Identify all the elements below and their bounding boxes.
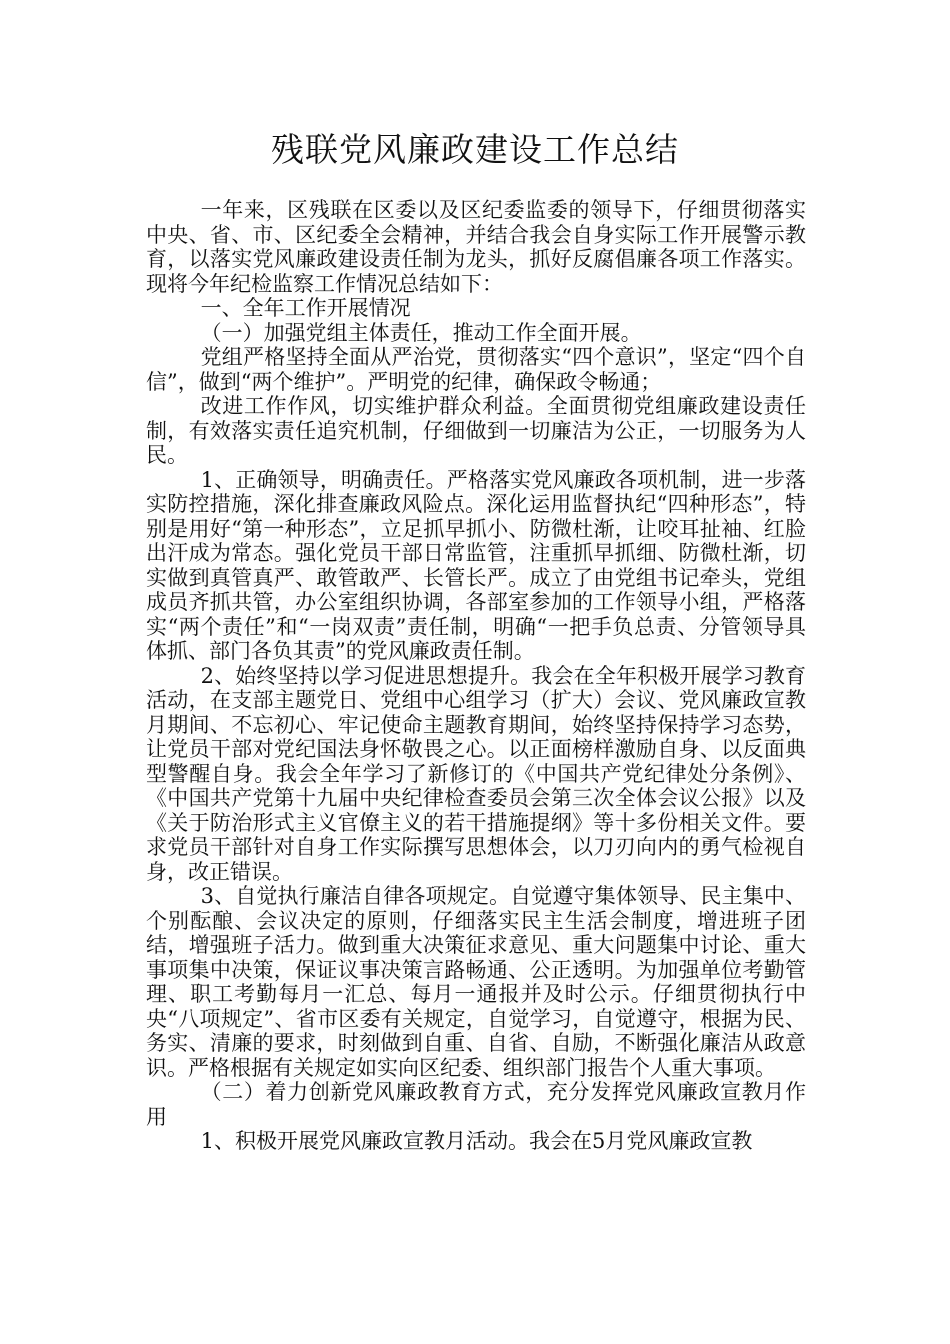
paragraph: 党组严格坚持全面从严治党，贯彻落实“四个意识”，坚定“四个自信”，做到“两个维护”。严明党的纪律，确保政令畅通； [146, 345, 806, 394]
paragraph-item-2: 2、始终坚持以学习促进思想提升。我会在全年积极开展学习教育活动，在支部主题党日、党组中心组学习（扩大）会议、党风廉政宣教月期间、不忘初心、牢记使命主题教育期间，始终坚持保持学习态势，让党员干部对党纪国法身怀敬畏之心。以正面榜样激励自身、以反面典型警醒自身。我会全年学习了新修订的《中国共产党纪律处分条例》、《中国共产党第十九届中央纪律检查委员会第三次全体会议公报》以及《关于防治形式主义官僚主义的若干措施提纲》等十多份相关文件。要求党员干部针对自身工作实际撰写思想体会，以刀刃向内的勇气检视自身，改正错误。 [146, 663, 806, 884]
document-body [146, 198, 806, 1154]
paragraph: 改进工作作风，切实维护群众利益。全面贯彻党组廉政建设责任制，有效落实责任追究机制，仔细做到一切廉洁为公正，一切服务为人民。 [146, 394, 806, 467]
paragraph-item-1: 1、正确领导，明确责任。严格落实党风廉政各项机制，进一步落实防控措施，深化排查廉政风险点。深化运用监督执纪“四种形态”，特别是用好“第一种形态”，立足抓早抓小、防微杜渐，让咬耳扯袖、红脸出汗成为常态。强化党员干部日常监管，注重抓早抓细、防微杜渐，切实做到真管真严、敢管敢严、长管长严。成立了由党组书记牵头，党组成员齐抓共管，办公室组织协调，各部室参加的工作领导小组，严格落实“两个责任”和“一岗双责”责任制，明确“一把手负总责、分管领导具体抓、部门各负其责”的党风廉政责任制。 [146, 467, 806, 663]
paragraph-item-3: 3、自觉执行廉洁自律各项规定。自觉遵守集体领导、民主集中、个别酝酿、会议决定的原则，仔细落实民主生活会制度，增进班子团结，增强班子活力。做到重大决策征求意见、重大问题集中讨论、重大事项集中决策，保证议事决策言路畅通、公正透明。为加强单位考勤管理、职工考勤每月一汇总、每月一通报并及时公示。仔细贯彻执行中央“八项规定”、省市区委有关规定，自觉学习，自觉遵守，根据为民、务实、清廉的要求，时刻做到自重、自省、自励，不断强化廉洁从政意识。严格根据有关规定如实向区纪委、组织部门报告个人重大事项。 [146, 884, 806, 1080]
subsection-heading-2: （二）着力创新党风廉政教育方式，充分发挥党风廉政宣教月作用 [146, 1080, 806, 1129]
paragraph-item-1b: 1、积极开展党风廉政宣教月活动。我会在5月党风廉政宣教 [200, 1129, 753, 1153]
document-title: 残联党风廉政建设工作总结 [271, 130, 679, 169]
paragraph-intro: 一年来，区残联在区委以及区纪委监委的领导下，仔细贯彻落实中央、省、市、区纪委全会精神，并结合我会自身实际工作开展警示教育，以落实党风廉政建设责任制为龙头，抓好反腐倡廉各项工作落实。现将今年纪检监察工作情况总结如下： [146, 198, 806, 296]
subsection-heading-1: （一）加强党组主体责任，推动工作全面开展。 [200, 320, 642, 345]
section-heading-1: 一、全年工作开展情况 [200, 296, 411, 320]
